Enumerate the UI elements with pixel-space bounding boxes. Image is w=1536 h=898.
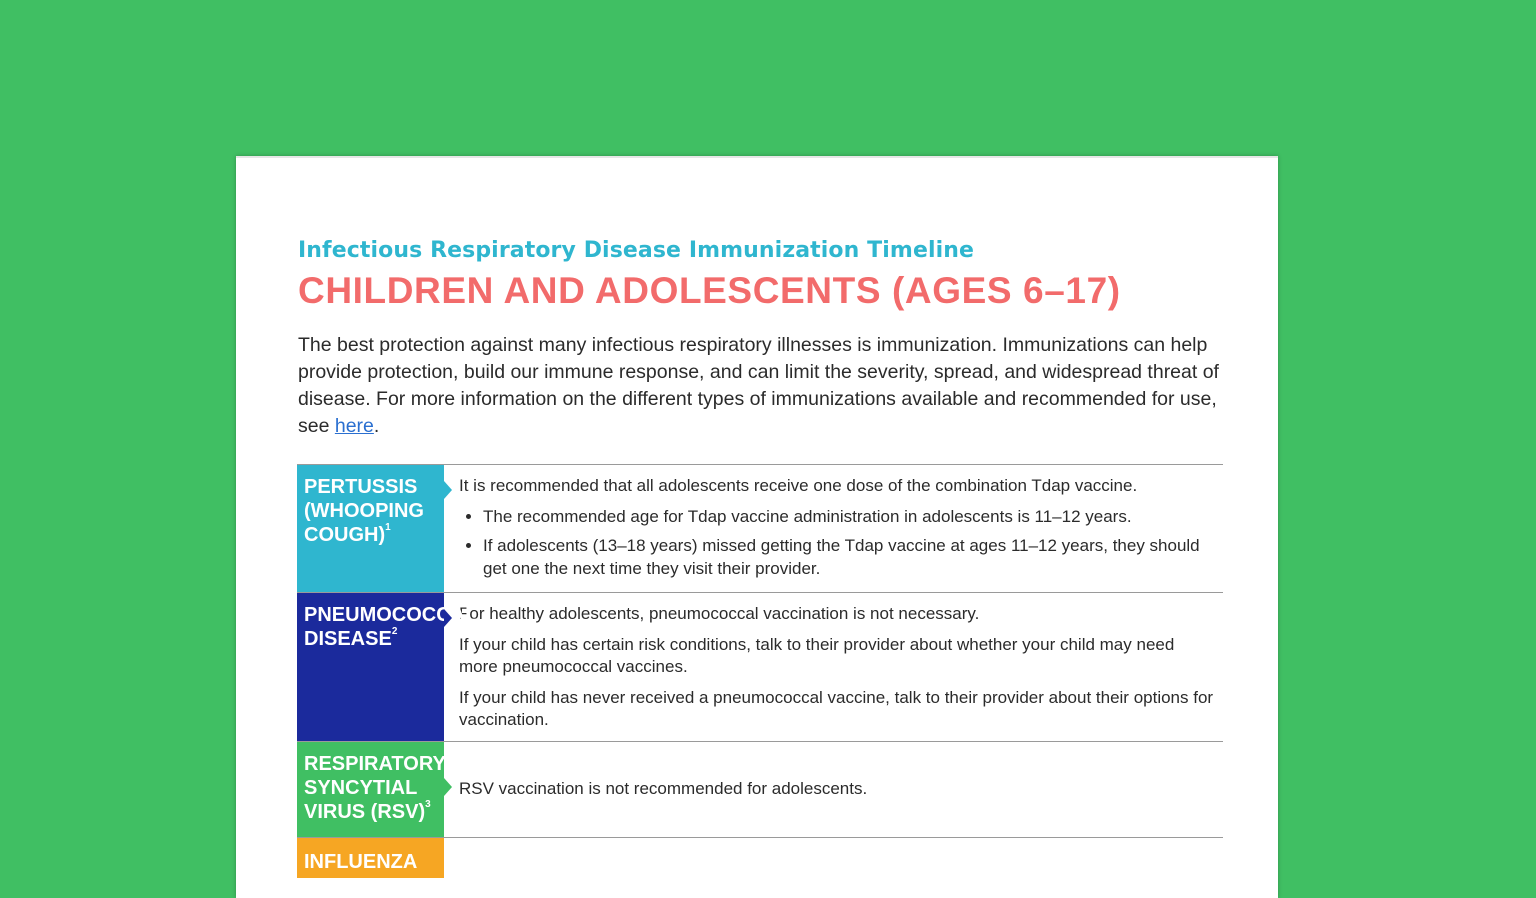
- intro-paragraph: [298, 332, 1228, 440]
- table-row-influenza: [297, 838, 1223, 878]
- row-content-pneumococcal: [444, 593, 1223, 741]
- row-label-pertussis: [297, 465, 444, 592]
- row-content-influenza: [444, 838, 1223, 878]
- row-paragraph: For healthy adolescents, pneumococcal vaccination is not necessary.: [459, 604, 980, 623]
- immunization-table: [297, 464, 1223, 878]
- arrow-right-icon: [444, 778, 452, 796]
- footnote-marker: 2: [391, 626, 398, 637]
- table-row-pertussis: [297, 465, 1223, 593]
- bullet-list: [459, 506, 1215, 581]
- row-paragraph: If your child has certain risk conditions, talk to their provider about whether your child may need more pneumococcal vaccines.: [459, 634, 1175, 676]
- table-row-rsv: [297, 742, 1223, 838]
- document-title: CHILDREN AND ADOLESCENTS (AGES 6–17): [298, 270, 1121, 311]
- document-page: [236, 156, 1278, 898]
- row-label-pneumococcal: [297, 593, 477, 741]
- row-label-text: PNEUMOCOCCAL DISEASE: [304, 604, 477, 650]
- row-content-rsv: [444, 742, 1223, 837]
- intro-trailing: .: [373, 415, 380, 437]
- here-link[interactable]: here: [334, 415, 374, 437]
- bullet-item: • If adolescents (13–18 years) missed getting the Tdap vaccine at ages 11–12 years, they should get one the next time they visit their provider.: [483, 535, 1215, 580]
- row-content-pertussis: [444, 465, 1223, 592]
- row-label-text: INFLUENZA: [304, 851, 418, 873]
- row-label-text: PERTUSSIS (WHOOPING COUGH): [304, 476, 424, 546]
- document-subtitle: Infectious Respiratory Disease Immunization Timeline: [298, 238, 975, 263]
- row-paragraph: RSV vaccination is not recommended for adolescents.: [459, 779, 868, 799]
- footnote-marker: 3: [425, 799, 431, 810]
- intro-text: The best protection against many infectious respiratory illnesses is immunization. Immunizations can help provide protection, build our immune response, and can limit the severity, spread, and widespread threat of disease. For more information on the different types of immunizations available and recommended for use, see: [298, 334, 1219, 437]
- table-row-pneumococcal: [297, 593, 1223, 742]
- arrow-right-icon: [444, 609, 452, 627]
- arrow-right-icon: [444, 481, 452, 499]
- row-label-influenza: [297, 838, 444, 878]
- bullet-item: • The recommended age for Tdap vaccine administration in adolescents is 11–12 years.: [483, 506, 1215, 529]
- row-paragraph: If your child has never received a pneumococcal vaccine, talk to their provider about their options for vaccination.: [459, 687, 1214, 729]
- footnote-marker: 1: [385, 522, 391, 533]
- row-label-text: RESPIRATORY SYNCYTIAL VIRUS (RSV): [304, 753, 446, 823]
- row-label-rsv: [297, 742, 444, 837]
- row-paragraph: It is recommended that all adolescents receive one dose of the combination Tdap vaccine.: [459, 476, 1138, 495]
